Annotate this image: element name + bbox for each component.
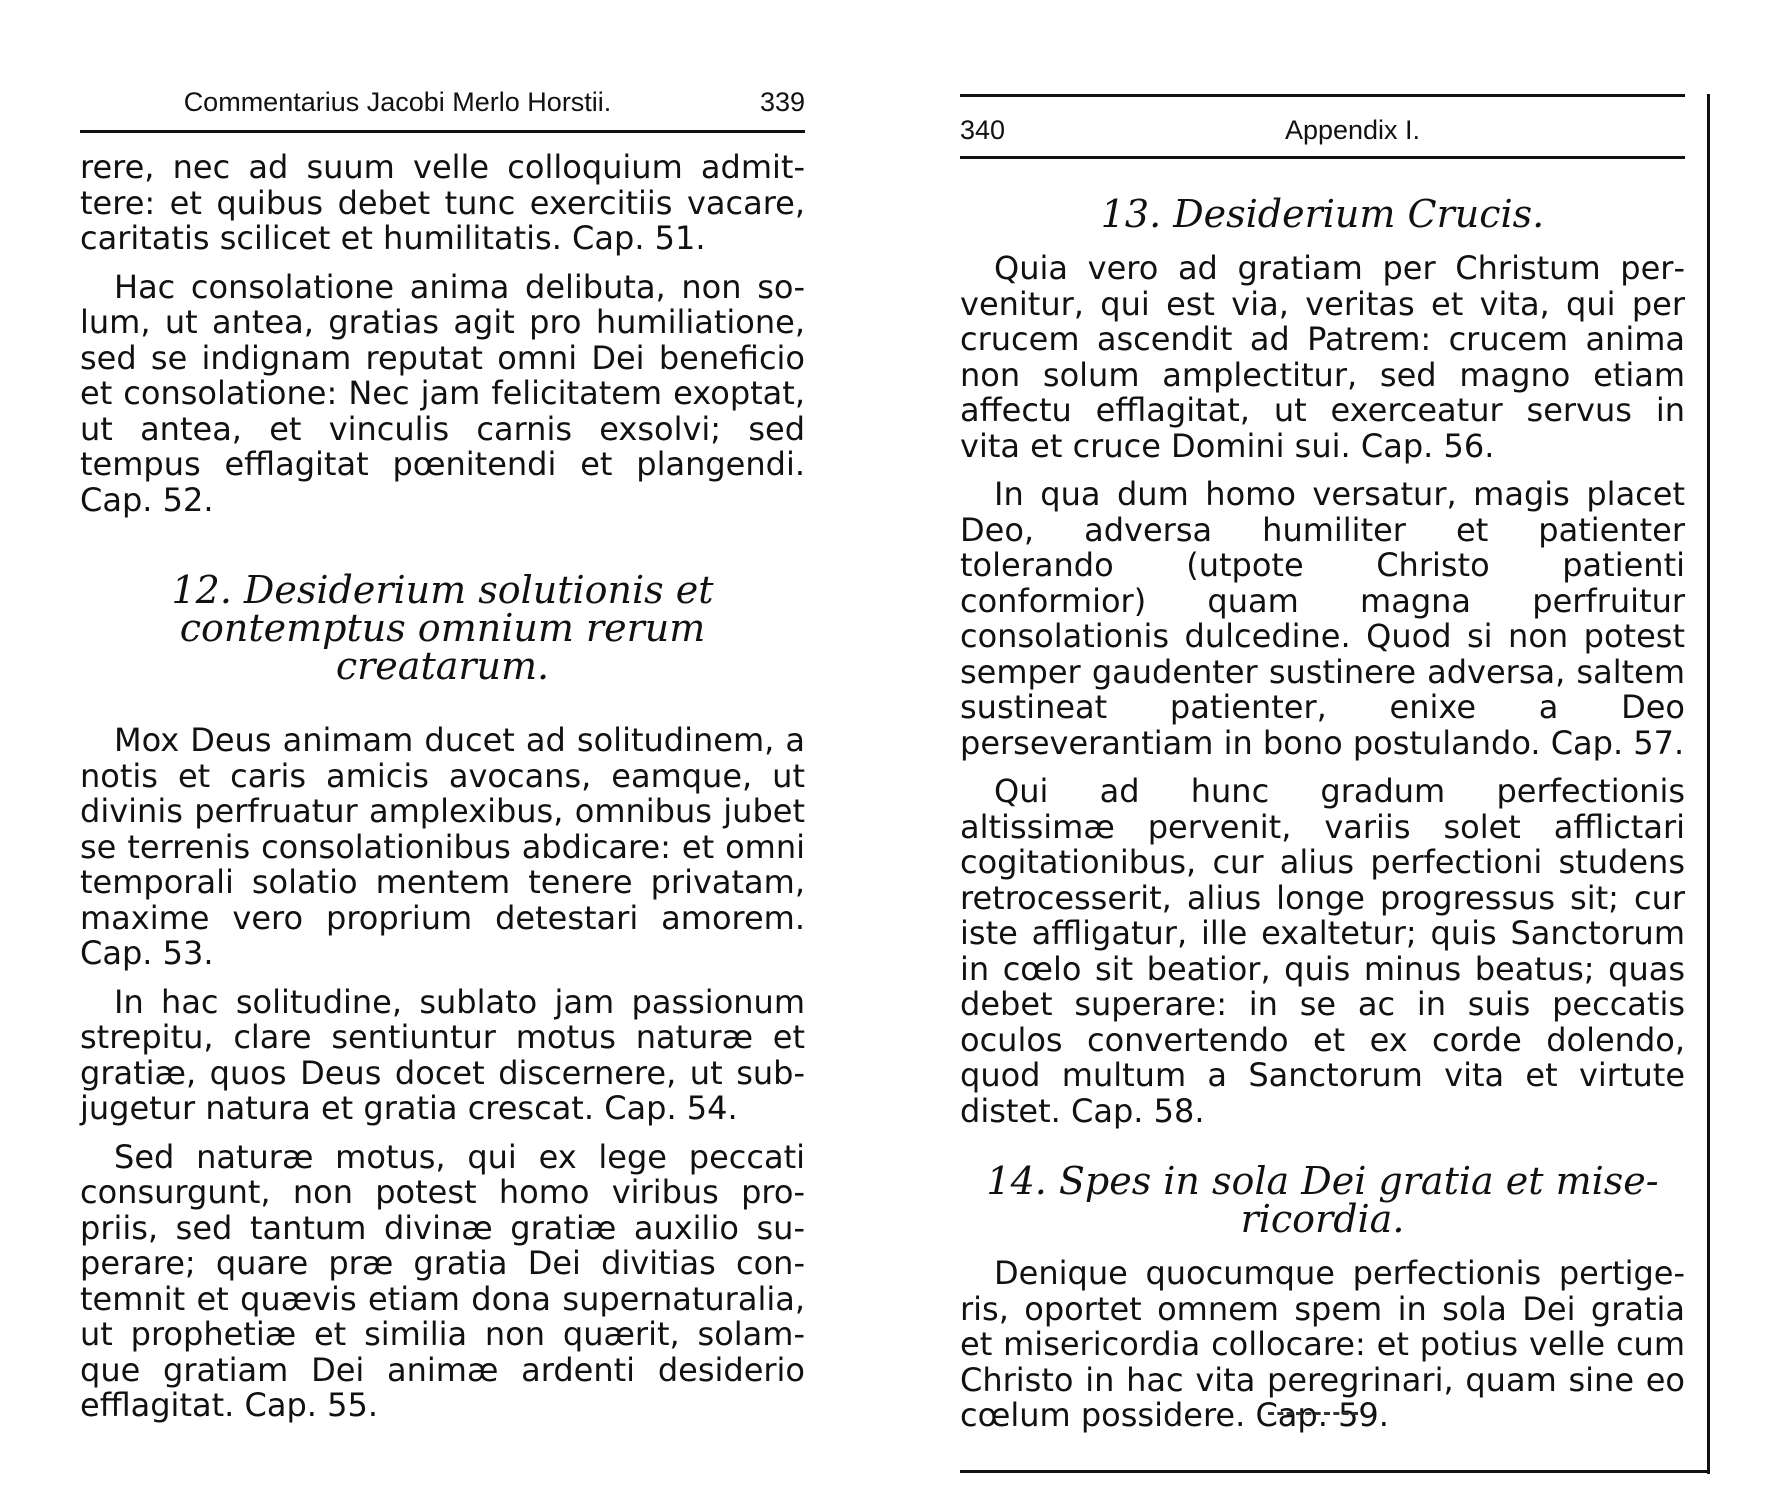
section-title: Desiderium Crucis. [1173, 192, 1545, 236]
running-title: Commentarius Jacobi Merlo Horstii. [183, 87, 612, 117]
header-rule [80, 130, 805, 133]
paragraph: rere, nec ad suum velle colloquium admittere: et quibus debet tunc exercitiis vacare, caritatis scilicet et humilitatis. Cap. 51. [80, 148, 805, 257]
section-heading-14 [960, 1159, 1685, 1241]
section-heading-13 [960, 192, 1685, 236]
section-number: 12. [171, 568, 232, 612]
paragraph: Sed naturæ motus, qui ex lege peccati consurgunt, non potest homo viribus propriis, sed tantum divinæ gratiæ auxilio superare; quare præ gratia Dei divitias contemnit et quævis etiam dona supernaturalia, ut prophetiæ et similia non quærit, solamque gratiam Dei animæ ardenti desiderio efflagitat. Cap. 55. [80, 1137, 805, 1424]
section-number: 13. [1100, 192, 1162, 236]
section-number: 14. [986, 1159, 1047, 1203]
header-rule [960, 156, 1685, 159]
frame-right-rule [1707, 94, 1710, 1474]
paragraph: Hac consolatione anima delibuta, non solum, ut antea, gratias agit pro humiliatione, sed se indignam reputat omni Dei beneficio et consolatione: Nec jam felicitatem exoptat, ut antea, et vinculis carnis exsolvi; sed tempus efflagitat pœnitendi et plangendi. Cap. 52. [80, 267, 805, 519]
running-head-left [80, 80, 805, 124]
section-gap [80, 531, 805, 571]
page-number: 340 [960, 115, 1006, 145]
end-ornament [1268, 1412, 1358, 1419]
paragraph: In hac solitudine, sublato jam passionum strepitu, clare sentiuntur motus naturæ et gratiæ, quos Deus docet discernere, ut subjugetur natura et gratia crescat. Cap. 54. [80, 982, 805, 1127]
paragraph: Qui ad hunc gradum perfectionis altissimæ pervenit, variis solet afflictari cogitationibus, cur alius perfectioni studens retrocesserit, alius longe progressus sit; cur iste affligatur, ille exaltetur; quis Sanctorum in cœlo sit beatior, quis minus beatus; quas debet superare: in se ac in suis peccatis oculos convertendo et ex corde dolendo, quod multum a Sanctorum vita et virtute distet. Cap. 58. [960, 772, 1685, 1130]
page-number: 339 [759, 87, 805, 117]
section-title: Spes in sola Dei gratia et misericordia. [1058, 1159, 1659, 1241]
paragraph: In qua dum homo versatur, magis placet Deo, adversa humiliter et patienter tolerando (utpote Christo patienti conformior) quam magna perfruitur consolationis dulcedine. Quod si non potest semper gaudenter sustinere adversa, saltem sustineat patienter, enixe a Deo perseverantiam in bono postulando. Cap. 57. [960, 475, 1685, 762]
section-gap [80, 703, 805, 723]
frame-top-rule [960, 94, 1685, 97]
running-head-right [960, 108, 1685, 152]
paragraph: Denique quocumque perfectionis pertigeris, oportet omnem spem in sola Dei gratia et misericordia collocare: et potius velle cum Christo in hac vita peregrinari, quam sine eo cœlum possidere. Cap. 59. [960, 1254, 1685, 1434]
section-heading-12 [80, 568, 805, 688]
running-title: Appendix I. [1284, 115, 1421, 145]
right-text-block [960, 192, 1685, 1447]
section-title: Desiderium solutionis et contemptus omnium rerum creatarum. [179, 568, 714, 688]
frame-bottom-rule [960, 1470, 1710, 1473]
paragraph: Quia vero ad gratiam per Christum pervenitur, qui est via, veritas et vita, qui per crucem ascendit ad Patrem: crucem anima non solum amplectitur, sed magno etiam affectu efflagitat, ut exerceatur servus in vita et cruce Domini sui. Cap. 56. [960, 249, 1685, 465]
left-text-block [80, 150, 805, 1437]
paragraph: Mox Deus animam ducet ad solitudinem, a notis et caris amicis avocans, eamque, ut divinis perfruatur amplexibus, omnibus jubet se terrenis consolationibus abdicare: et omni temporali solatio mentem tenere privatam, maxime vero proprium detestari amorem. Cap. 53. [80, 721, 805, 972]
